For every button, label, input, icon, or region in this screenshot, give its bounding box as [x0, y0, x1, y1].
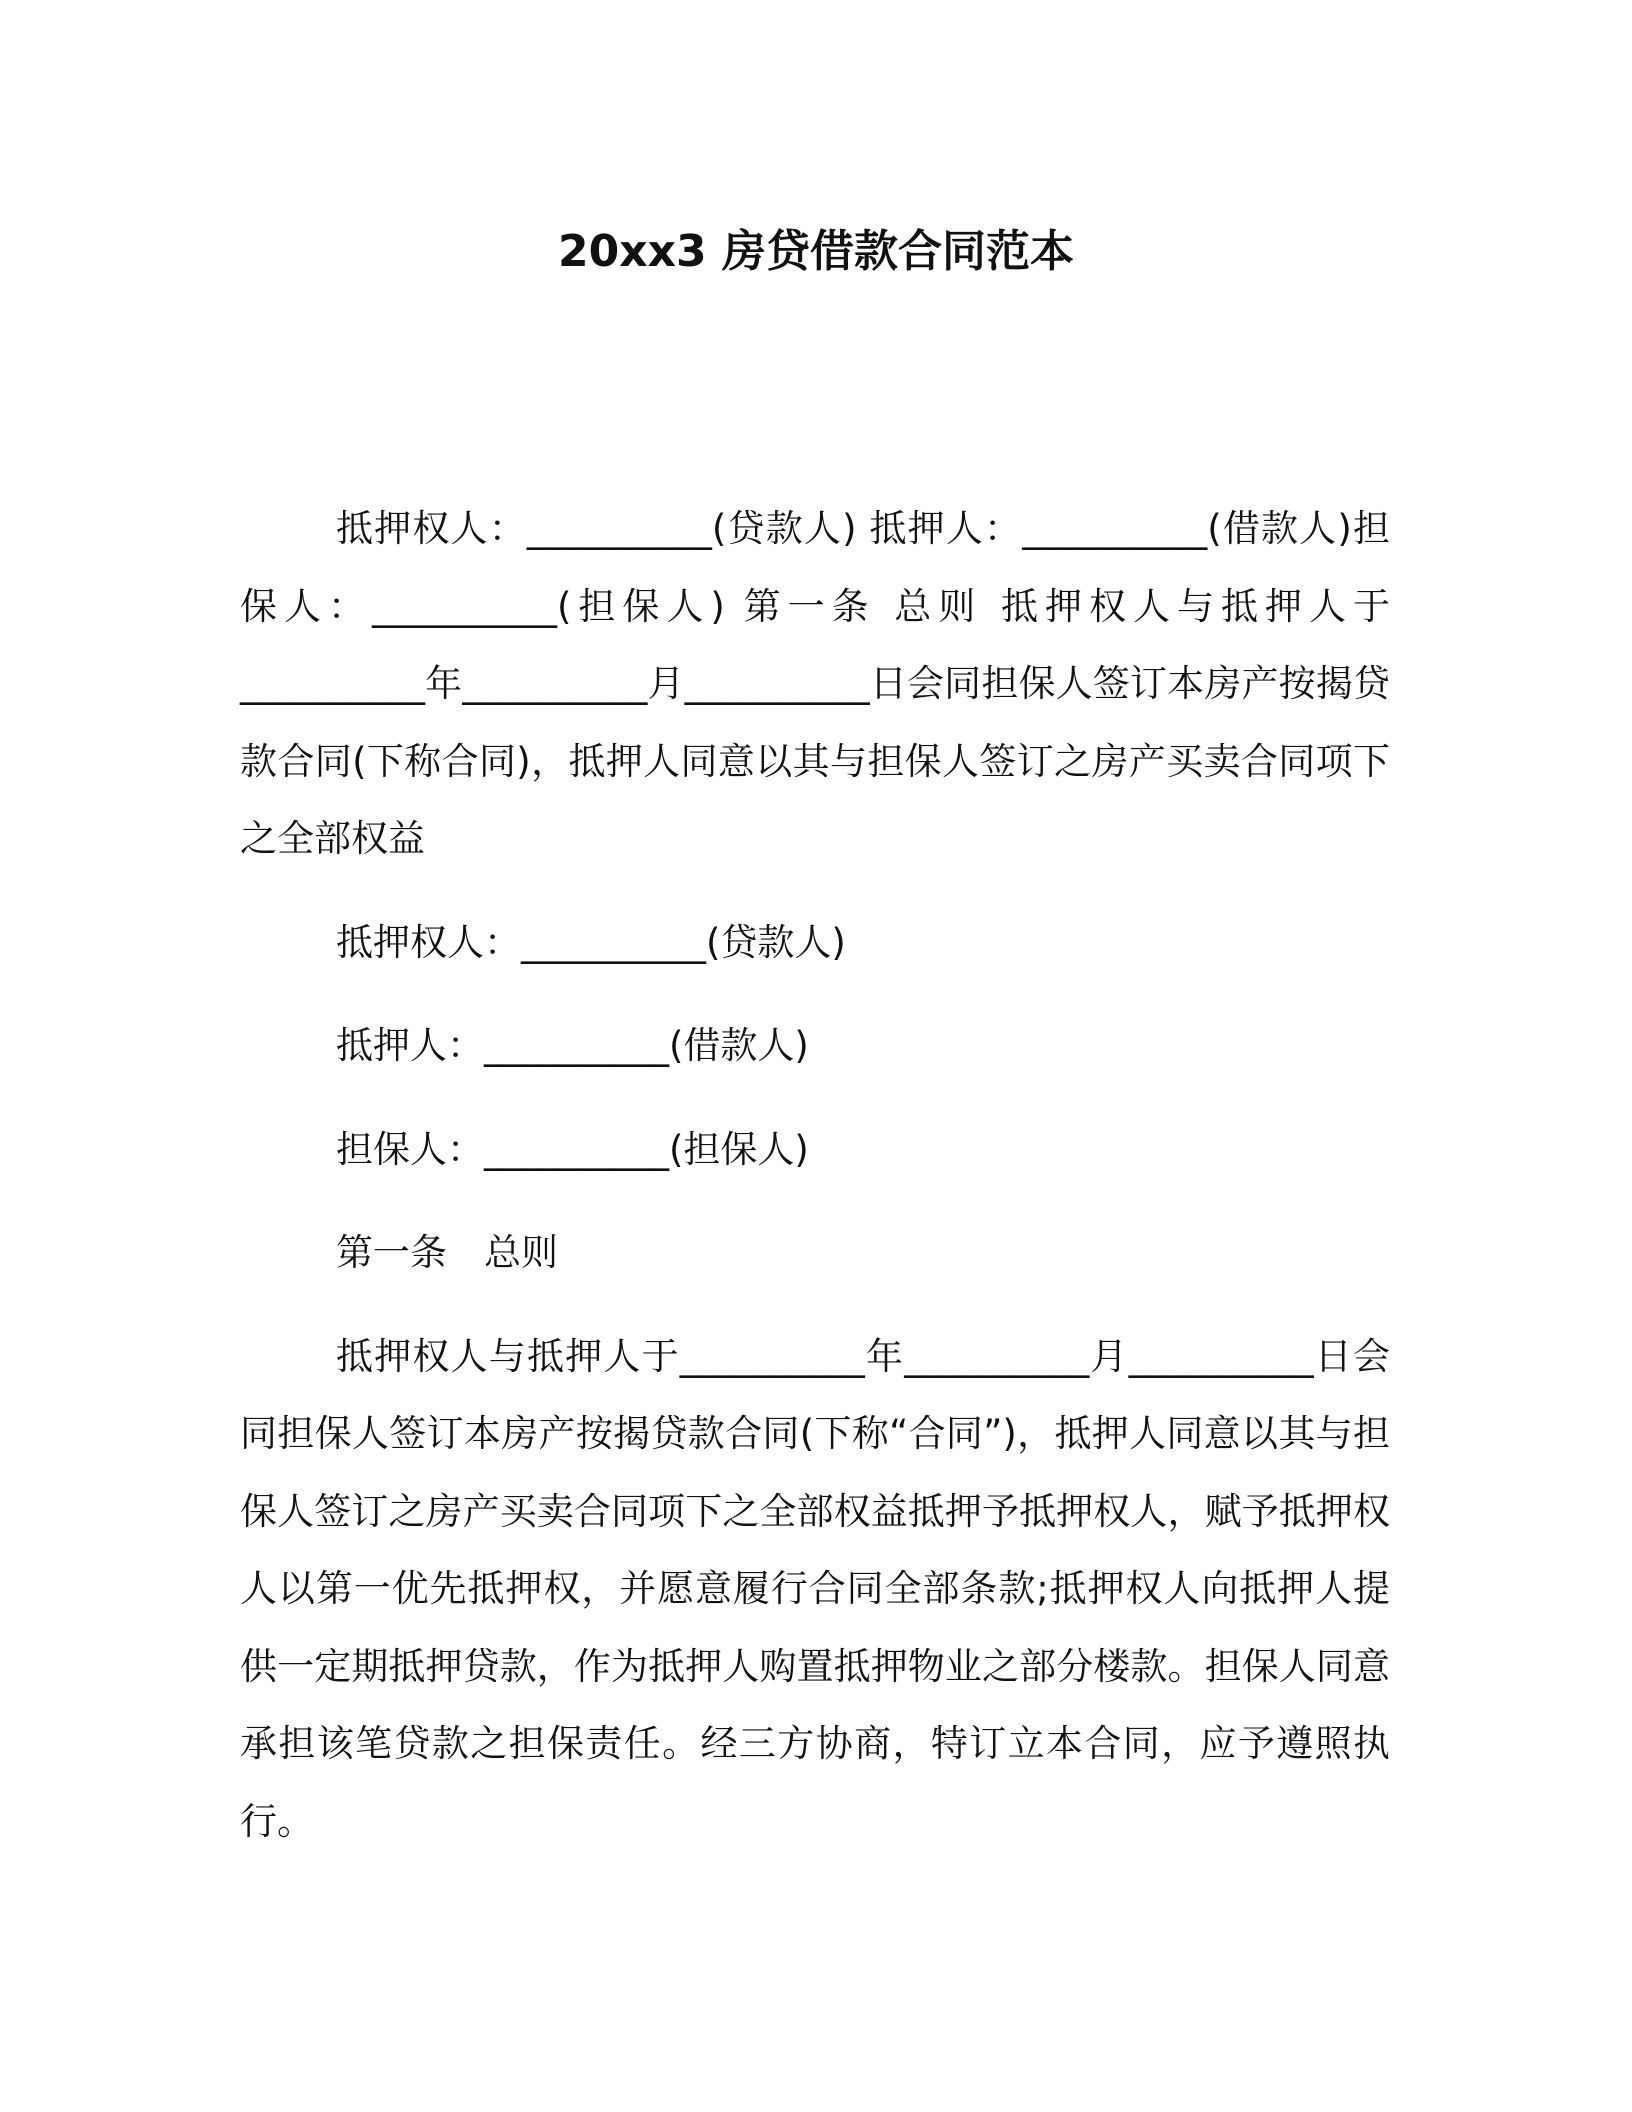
document-title: 20xx3 房贷借款合同范本 [558, 226, 1074, 277]
article-heading: 第一条 总则 [336, 1231, 558, 1274]
mortgagee-line: 抵押权人：__________(贷款人) [336, 920, 846, 964]
intro-paragraph: 抵押权人：__________(贷款人) 抵押人：__________(借款人)担保人：__________(担保人) 第一条 总则 抵押权人与抵押人于__________年__________月__________日会同担保人签订本房产按揭贷款合同(下称合同)，抵押人同意以其与担保人签订之房产买卖合同项下之全部权益 [240, 507, 1390, 860]
document-body [240, 490, 1390, 1860]
guarantor-line: 担保人：__________(担保人) [336, 1127, 809, 1171]
mortgagor-line: 抵押人：__________(借款人) [336, 1024, 809, 1067]
article-body-paragraph: 抵押权人与抵押人于__________年__________月__________日会同担保人签订本房产按揭贷款合同(下称“合同”)，抵押人同意以其与担保人签订之房产买卖合同项下之全部权益抵押予抵押权人，赋予抵押权人以第一优先抵押权，并愿意履行合同全部条款;抵押权人向抵押人提供一定期抵押贷款，作为抵押人购置抵押物业之部分楼款。担保人同意承担该笔贷款之担保责任。经三方协商，特订立本合同，应予遵照执行。 [240, 1334, 1390, 1843]
